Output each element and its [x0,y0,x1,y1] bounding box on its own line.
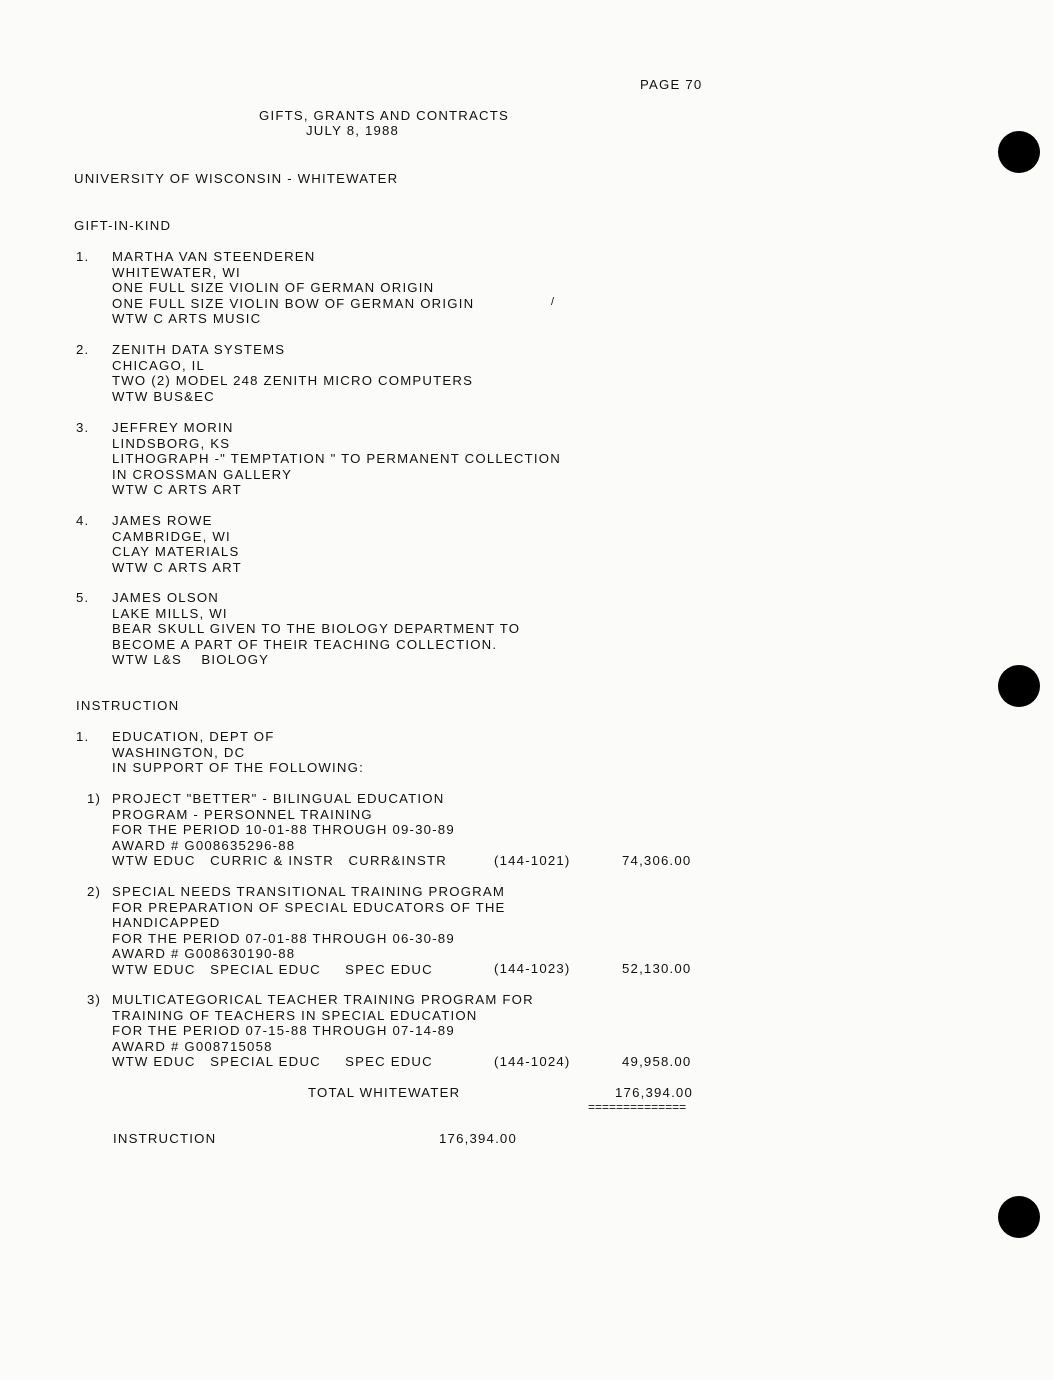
award-code: (144-1024) [494,1054,571,1069]
gift-line: LAKE MILLS, WI [112,605,228,621]
sponsor-line: IN SUPPORT OF THE FOLLOWING: [112,760,364,775]
punch-hole-bottom [998,1196,1040,1238]
gift-line: WTW L&S BIOLOGY [112,652,270,667]
gift-line: CHICAGO, IL [112,357,206,373]
gift-line: ONE FULL SIZE VIOLIN BOW OF GERMAN ORIGIN [112,295,475,311]
gift-line: BEAR SKULL GIVEN TO THE BIOLOGY DEPARTMENT TO [112,621,521,636]
award-number: 3) [87,992,102,1007]
award-number: 2) [87,884,102,899]
gift-line: WHITEWATER, WI [112,264,241,280]
gift-line: WTW C ARTS ART [112,482,242,497]
award-number: 1) [87,791,102,806]
award-code: (144-1021) [494,853,571,868]
gift-item-number: 1. [76,249,90,264]
gift-line: LINDSBORG, KS [112,435,231,451]
gift-item-2 [112,342,473,404]
gift-line: JAMES ROWE [112,513,213,528]
award-3 [112,992,534,1070]
award-line: FOR PREPARATION OF SPECIAL EDUCATORS OF THE [112,899,506,915]
award-amount: 74,306.00 [622,853,692,868]
summary-label: INSTRUCTION [113,1131,217,1146]
gift-line: WTW C ARTS MUSIC [112,311,262,326]
gift-line: MARTHA VAN STEENDEREN [112,249,316,264]
gift-line: ZENITH DATA SYSTEMS [112,342,286,357]
total-amount: 176,394.00 [615,1085,694,1100]
gift-in-kind-heading: GIFT-IN-KIND [74,218,172,233]
award-line: PROJECT "BETTER" - BILINGUAL EDUCATION [112,791,445,806]
total-double-rule: ============== [588,1100,687,1114]
page-number: PAGE 70 [640,77,703,92]
gift-line: BECOME A PART OF THEIR TEACHING COLLECTION. [112,636,498,652]
award-line: PROGRAM - PERSONNEL TRAINING [112,806,373,822]
gift-line: IN CROSSMAN GALLERY [112,466,293,482]
gift-line: CLAY MATERIALS [112,544,240,559]
punch-hole-top [998,131,1040,173]
award-code: (144-1023) [494,961,571,976]
gift-line: TWO (2) MODEL 248 ZENITH MICRO COMPUTERS [112,373,474,388]
institution-name: UNIVERSITY OF WISCONSIN - WHITEWATER [74,171,399,186]
gift-item-number: 5. [76,590,90,605]
award-amount: 52,130.00 [622,961,692,976]
gift-item-5 [112,590,520,668]
award-line: FOR THE PERIOD 10-01-88 THROUGH 09-30-89 [112,822,455,837]
gift-line: CAMBRIDGE, WI [112,528,231,544]
gift-item-1 [112,249,474,327]
award-line: TRAINING OF TEACHERS IN SPECIAL EDUCATION [112,1007,478,1023]
summary-amount: 176,394.00 [439,1131,518,1146]
award-dept-line: WTW EDUC SPECIAL EDUC SPEC EDUC [112,1054,433,1069]
award-1 [112,791,455,869]
sponsor-line: EDUCATION, DEPT OF [112,729,275,744]
gift-item-3 [112,420,561,498]
gift-item-4 [112,513,242,575]
instruction-heading: INSTRUCTION [76,698,180,713]
gift-item-number: 2. [76,342,90,357]
award-line: AWARD # G008630190-88 [112,946,296,961]
award-line: FOR THE PERIOD 07-01-88 THROUGH 06-30-89 [112,930,455,946]
award-line: HANDICAPPED [112,915,221,930]
award-line: SPECIAL NEEDS TRANSITIONAL TRAINING PROGRAM [112,884,506,899]
gift-item-number: 4. [76,513,90,528]
award-dept-line: WTW EDUC CURRIC & INSTR CURR&INSTR [112,853,447,868]
award-2 [112,884,506,977]
award-line: AWARD # G008715058 [112,1038,273,1054]
gift-line: ONE FULL SIZE VIOLIN OF GERMAN ORIGIN [112,280,435,295]
award-line: MULTICATEGORICAL TEACHER TRAINING PROGRAM FOR [112,992,534,1007]
award-line: FOR THE PERIOD 07-15-88 THROUGH 07-14-89 [112,1023,455,1038]
sponsor-number: 1. [76,729,90,744]
gift-line: JEFFREY MORIN [112,420,234,435]
report-title: GIFTS, GRANTS AND CONTRACTS [259,108,510,123]
sponsor-line: WASHINGTON, DC [112,744,246,760]
total-label: TOTAL WHITEWATER [308,1085,461,1100]
award-amount: 49,958.00 [622,1054,692,1069]
sponsor-block [112,729,364,776]
gift-item-number: 3. [76,420,90,435]
punch-hole-middle [998,665,1040,707]
report-date: JULY 8, 1988 [306,123,400,138]
gift-line: JAMES OLSON [112,590,219,605]
award-dept-line: WTW EDUC SPECIAL EDUC SPEC EDUC [112,961,433,977]
gift-line: LITHOGRAPH -" TEMPTATION " TO PERMANENT COLLECTION [112,451,561,466]
award-line: AWARD # G008635296-88 [112,837,296,853]
stray-mark: / [551,296,556,308]
gift-line: WTW C ARTS ART [112,559,242,575]
gift-line: WTW BUS&EC [112,388,215,404]
